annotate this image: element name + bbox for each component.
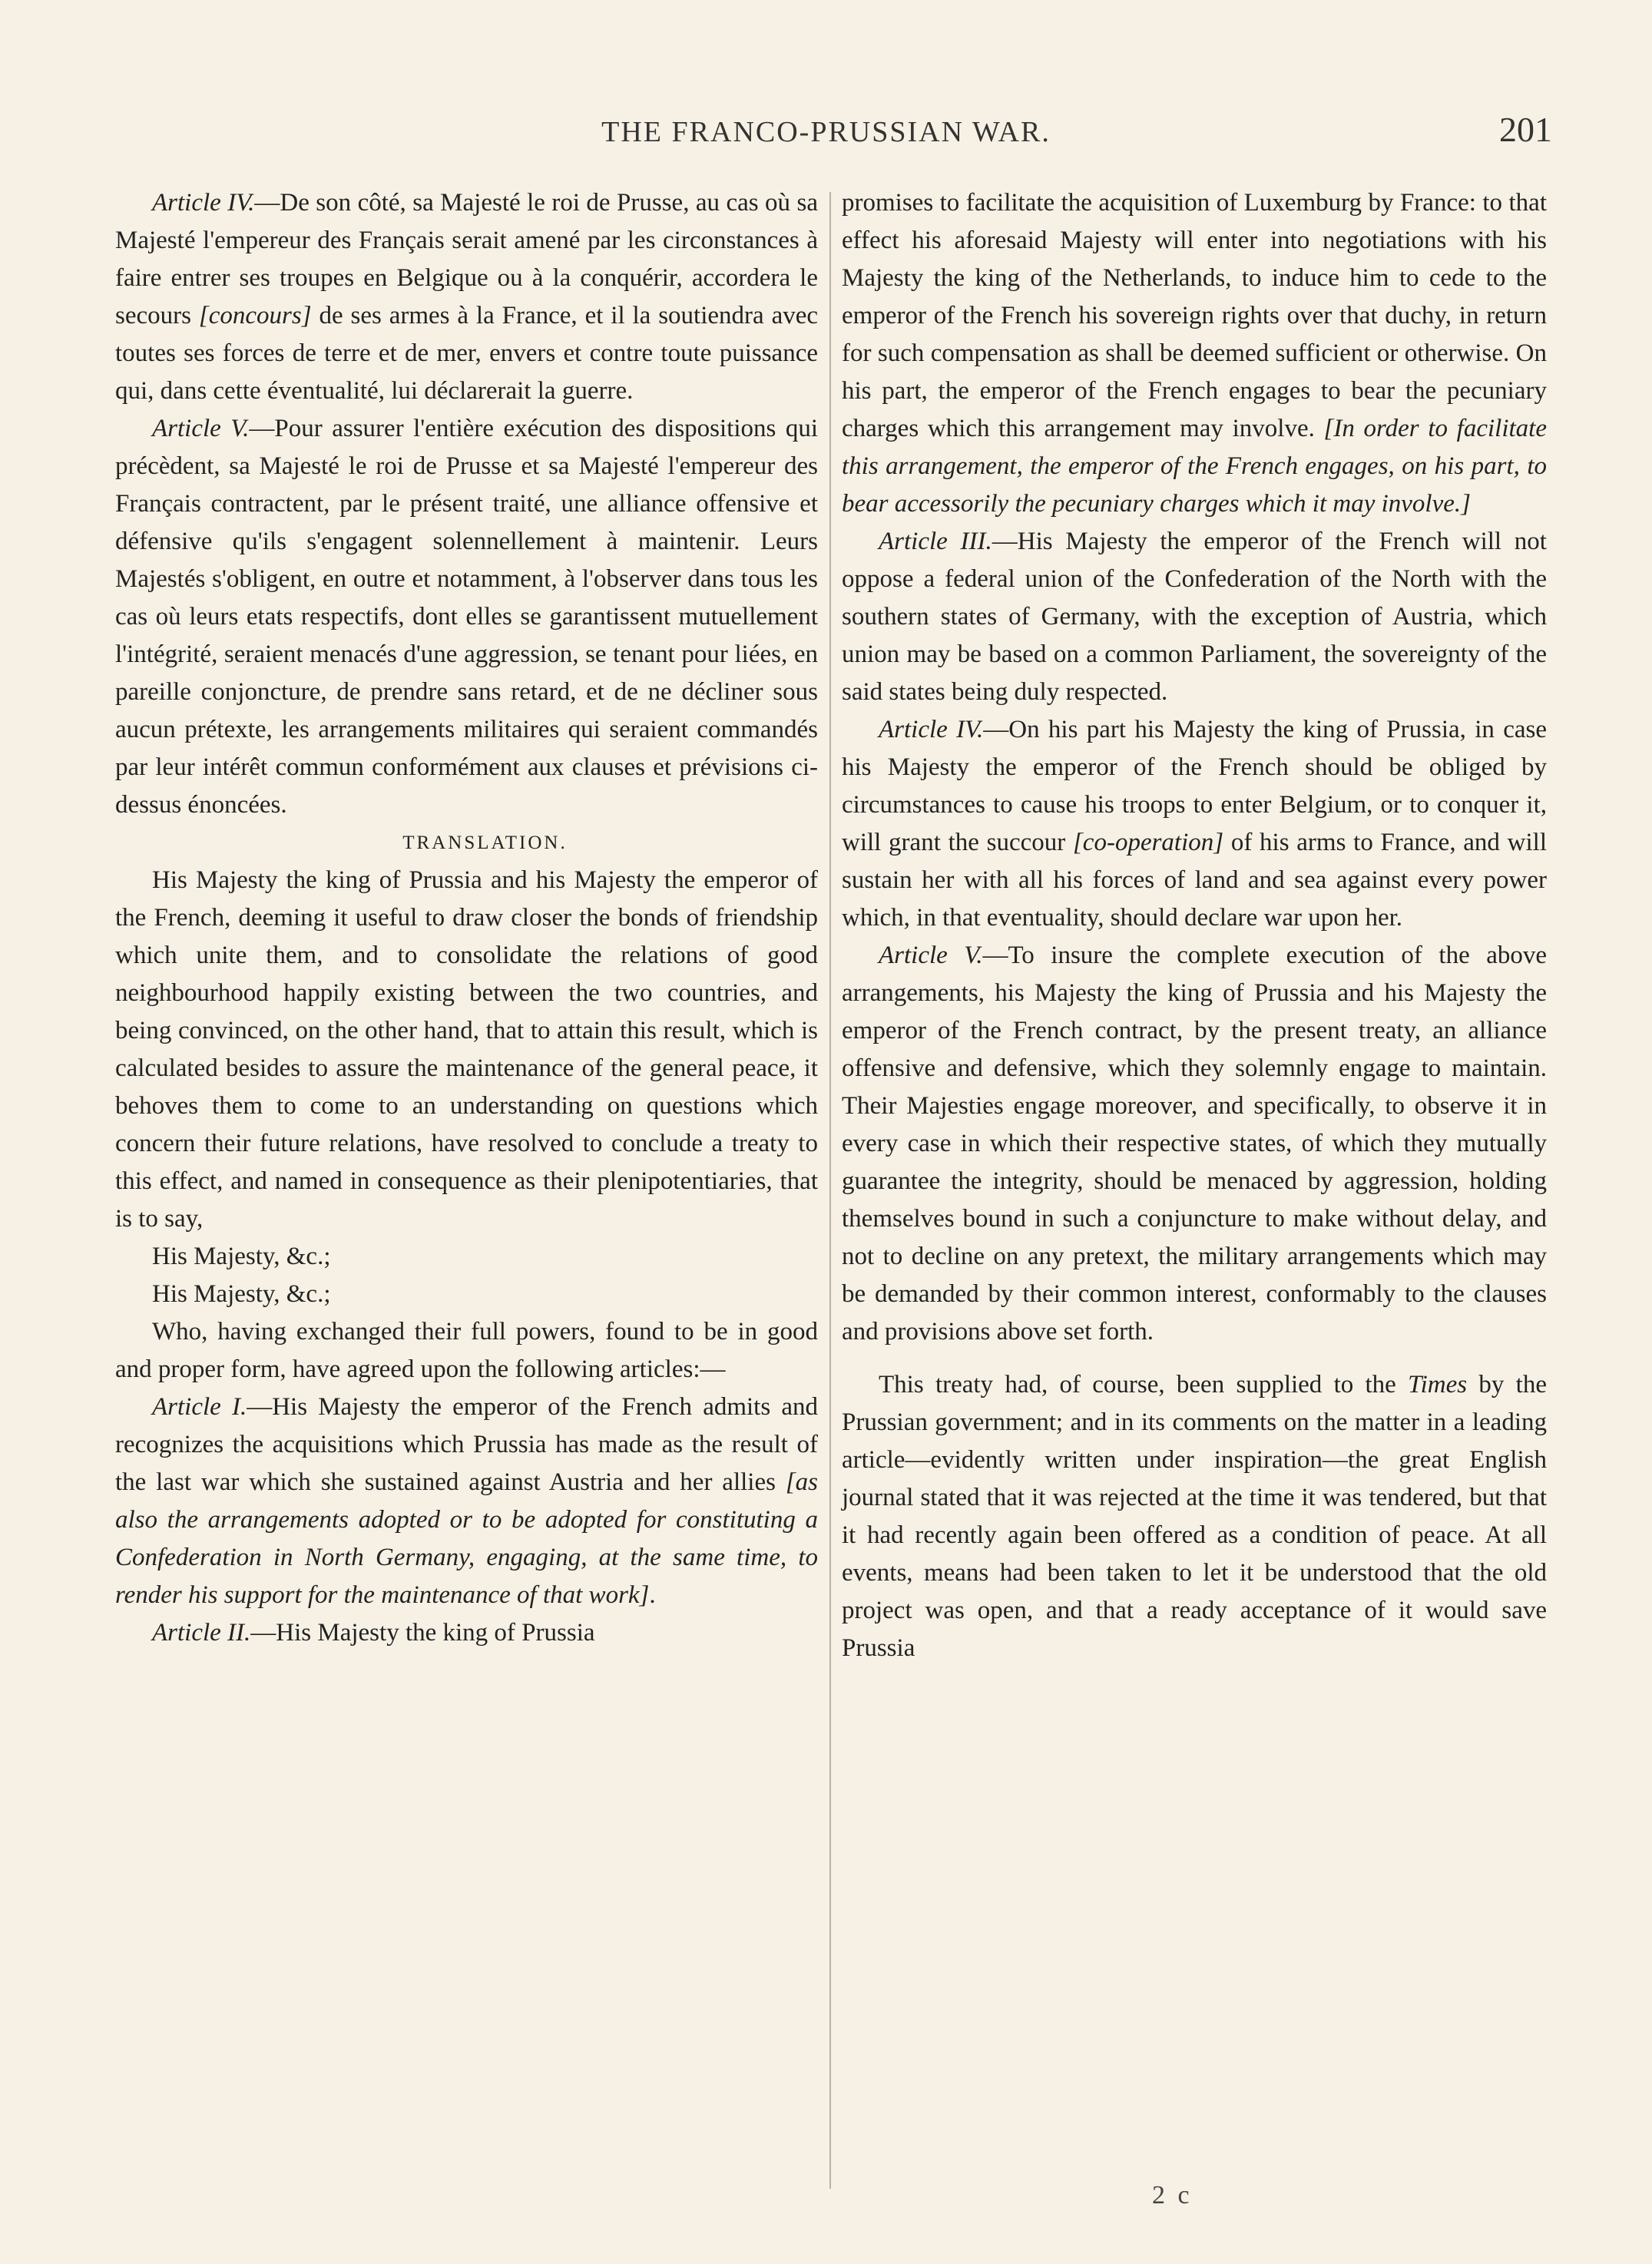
translation-heading: TRANSLATION. bbox=[402, 832, 568, 853]
plenipotentiary-line: His Majesty, &c.; bbox=[152, 1280, 331, 1308]
who-having-paragraph: Who, having exchanged their full powers, found to be in good and proper form, have agreed upon the following articles:— bbox=[115, 1318, 818, 1383]
english-article-2-start: Article II.—His Majesty the king of Prussia bbox=[152, 1619, 595, 1647]
running-header: THE FRANCO-PRUSSIAN WAR. bbox=[601, 116, 1051, 148]
english-article-3: Article III.—His Majesty the emperor of the French will not oppose a federal union of the Confederation of the North with the southern states of Germany, with the exception of Austria, which union may be based on a common Parliament, the sovereignty of the said states being duly respected. bbox=[842, 528, 1547, 706]
preamble-paragraph: His Majesty the king of Prussia and his Majesty the emperor of the French, deeming it useful to draw closer the bonds of friendship which unite them, and to consolidate the relations of good neighbourhood happily existing between the two countries, and being convinced, on the other hand, that to attain this result, which is calculated besides to assure the maintenance of the general peace, it behoves them to come to an understanding on questions which concern their future relations, have resolved to conclude a treaty to this effect, and named in consequence as their plenipotentiaries, that is to say, bbox=[115, 866, 818, 1233]
page-number: 201 bbox=[1499, 110, 1552, 149]
commentary-paragraph: This treaty had, of course, been supplied to the Times by the Prussian government; and in its comments on the matter in a leading article—evidently written under inspiration—the great English journal stated that it was rejected at the time it was tendered, but that it had recently again been offered as a condition of peace. At all events, means had been taken to let it be understood that the old project was open, and that a ready acceptance of it would save Prussia bbox=[842, 1371, 1547, 1662]
printer-signature-mark: 2 c bbox=[1152, 2181, 1193, 2209]
english-article-1: Article I.—His Majesty the emperor of the French admits and recognizes the acquisitions which Prussia has made as the result of the last war which she sustained against Austria and her allies [as also the arrangements adopted or to be adopted for constituting a Confederation in North Germany, engaging, at the same time, to render his support for the maintenance of that work]. bbox=[115, 1393, 818, 1609]
left-column bbox=[115, 184, 818, 1652]
column-divider bbox=[829, 192, 831, 2189]
french-article-5: Article V.—Pour assurer l'entière exécution des dispositions qui précèdent, sa Majesté le roi de Prusse et sa Majesté l'empereur des Français contractent, par le présent traité, une alliance offensive et défensive qu'ils s'engagent solennellement à maintenir. Leurs Majestés s'obligent, en outre et notamment, à l'observer dans tous les cas où leurs etats respectifs, dont elles se garantissent mutuellement l'intégrité, seraient menacés d'une aggression, se tenant pour liées, en pareille conjoncture, de prendre sans retard, et de ne décliner sous aucun prétexte, les arrangements militaires qui seraient commandés par leur intérêt commun conformément aux clauses et prévisions ci-dessus énoncées. bbox=[115, 415, 818, 819]
french-article-4: Article IV.—De son côté, sa Majesté le roi de Prusse, au cas où sa Majesté l'empereur des Français serait amené par les circonstances à faire entrer ses troupes en Belgique ou à la conquérir, accordera le secours [concours] de ses armes à la France, et il la soutiendra avec toutes ses forces de terre et de mer, envers et contre toute puissance qui, dans cette éventualité, lui déclarerait la guerre. bbox=[115, 189, 819, 405]
plenipotentiary-line: His Majesty, &c.; bbox=[152, 1243, 331, 1270]
right-column bbox=[842, 184, 1547, 1667]
english-article-5: Article V.—To insure the complete execution of the above arrangements, his Majesty the king of Prussia and his Majesty the emperor of the French contract, by the present treaty, an alliance offensive and defensive, which they solemnly engage to maintain. Their Majesties engage moreover, and specifically, to observe it in every case in which their respective states, of which they mutually guarantee the integrity, should be menaced by aggression, holding themselves bound in such a conjuncture to make without delay, and not to decline on any pretext, the military arrangements which may be demanded by their common interest, conformably to the clauses and provisions above set forth. bbox=[842, 942, 1548, 1345]
english-article-4: Article IV.—On his part his Majesty the king of Prussia, in case his Majesty the emperor of the French should be obliged by circumstances to cause his troops to enter Belgium, or to conquer it, will grant the succour [co-operation] of his arms to France, and will sustain her with all his forces of land and sea against every power which, in that eventuality, should declare war upon her. bbox=[842, 716, 1547, 932]
english-article-2-cont: promises to facilitate the acquisition of Luxemburg by France: to that effect his aforesaid Majesty will enter into negotiations with his Majesty the king of the Netherlands, to induce him to cede to the emperor of the French his sovereign rights over that duchy, in return for such compensation as shall be deemed sufficient or otherwise. On his part, the emperor of the French engages to bear the pecuniary charges which this arrangement may involve. [In order to facilitate this arrangement, the emperor of the French engages, on his part, to bear accessorily the pecuniary charges which it may involve.] bbox=[842, 189, 1547, 518]
